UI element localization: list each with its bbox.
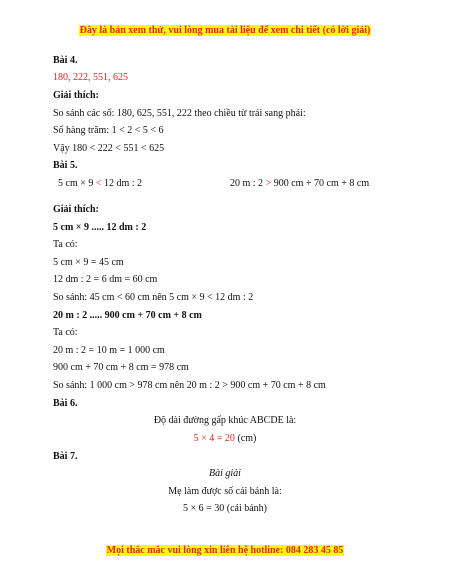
bai6-title: Bài 6. [53, 398, 78, 409]
bai5-ex2-left: 20 m : 2 [230, 178, 264, 189]
bai5-part2-title: 20 m : 2 ..... 900 cm + 70 cm + 8 cm [53, 310, 202, 321]
bai4-line2: Số hàng trăm: 1 < 2 < 5 < 6 [53, 125, 164, 136]
bai4-title: Bài 4. [53, 55, 78, 66]
bai5-ex1-sign: < [95, 178, 102, 189]
bai4-answer: 180, 222, 551, 625 [53, 72, 128, 83]
bai4-line1: So sánh các số: 180, 625, 551, 222 theo chiều từ trái sang phải: [53, 108, 306, 119]
bai7-line2: 5 × 6 = 30 (cái bánh) [182, 503, 268, 514]
bai5-part1-line2: 12 dm : 2 = 6 dm = 60 cm [53, 274, 158, 285]
bai5-part2-line2: 900 cm + 70 cm + 8 cm = 978 cm [53, 362, 189, 373]
bai6-calc-line [0, 432, 450, 445]
bai7-line1: Mẹ làm được số cái bánh là: [168, 486, 282, 497]
bai5-explain-title: Giải thích: [53, 204, 99, 215]
bai5-exercise-2 [230, 177, 369, 190]
bai7-title: Bài 7. [53, 451, 78, 462]
bai4-explain-title: Giải thích: [53, 90, 99, 101]
bai4-line3: Vậy 180 < 222 < 551 < 625 [53, 143, 165, 154]
preview-banner [0, 25, 450, 36]
bai5-part1-title: 5 cm × 9 ..... 12 dm : 2 [53, 222, 147, 233]
bai5-part1-line3: So sánh: 45 cm < 60 cm nên 5 cm × 9 < 12 dm : 2 [53, 292, 254, 303]
bai5-ex2-sign: > [265, 178, 272, 189]
bai6-calc: 5 × 4 = 20 [193, 433, 235, 444]
bai5-part2-line1: 20 m : 2 = 10 m = 1 000 cm [53, 345, 165, 356]
bai6-line1: Độ dài đường gấp khúc ABCDE là: [153, 415, 297, 426]
bai5-part1-taco: Ta có: [53, 239, 78, 250]
bai5-ex2-right: 900 cm + 70 cm + 8 cm [273, 178, 370, 189]
bai5-ex1-left: 5 cm × 9 [58, 178, 94, 189]
bai5-part2-line3: So sánh: 1 000 cm > 978 cm nên 20 m : 2 > 900 cm + 70 cm + 8 cm [53, 380, 326, 391]
bai5-part1-line1: 5 cm × 9 = 45 cm [53, 257, 124, 268]
hotline-text: Mọi thắc mắc vui lòng xin liên hệ hotline: 084 283 45 85 [106, 545, 344, 556]
bai5-title: Bài 5. [53, 160, 78, 171]
bai5-exercise-1 [58, 177, 142, 190]
preview-banner-text: Đây là bản xem thử, vui lòng mua tài liệu để xem chi tiết (có lời giải) [79, 25, 371, 36]
bai6-unit: (cm) [234, 433, 257, 444]
bai7-heading: Bài giải [209, 468, 241, 479]
bai5-part2-taco: Ta có: [53, 327, 78, 338]
hotline-footer [0, 545, 450, 556]
bai5-ex1-right: 12 dm : 2 [104, 178, 143, 189]
